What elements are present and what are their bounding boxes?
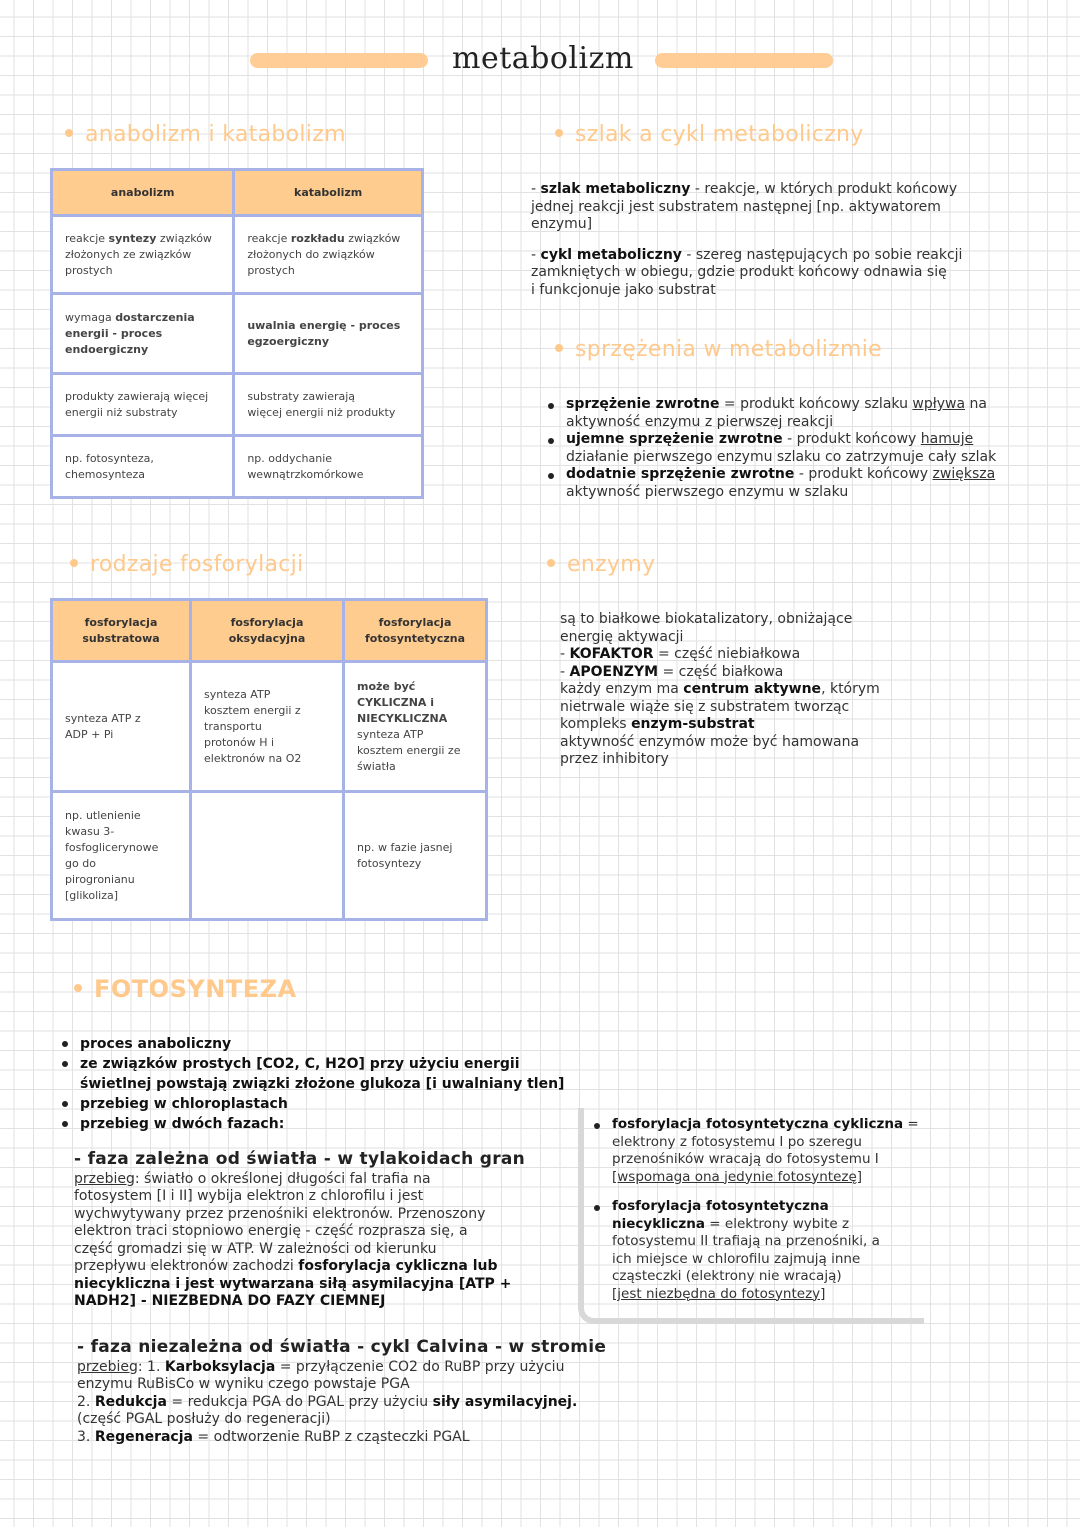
table-header: katabolizm: [234, 170, 423, 216]
table-cell: uwalnia energię - proces egzoergiczny: [234, 294, 423, 374]
list-item: proces anaboliczny: [60, 1034, 564, 1054]
list-item: fosforylacja fotosyntetyczna niecykliczna = elektrony wybite z fotosystemu II trafiają na przenośniki, a ich miejsce w chlorofilu zajmują inne cząsteczki (elektrony nie wracają) [jest niezbędna do fotosyntezy]: [592, 1198, 919, 1303]
list-item: fosforylacja fotosyntetyczna cykliczna = elektrony z fotosystemu I po szeregu przenośników wracają do fotosystemu I [wspomaga ona jedynie fotosyntezę]: [592, 1116, 919, 1186]
fosforylacja-sidebox: [592, 1116, 919, 1303]
table-row: [52, 374, 423, 436]
heading-anabolizm-text: anabolizm i katabolizm: [85, 122, 346, 147]
list-item: ze związków prostych [CO2, C, H2O] przy użyciu energii świetlnej powstają związki złożone glukoza [i uwalniany tlen]: [60, 1054, 564, 1094]
heading-fotosynteza: [74, 975, 297, 1003]
table-header: fosforylacja oksydacyjna: [191, 600, 344, 662]
table-header: fosforylacja substratowa: [52, 600, 191, 662]
heading-sprzezenia-text: sprzężenia w metabolizmie: [575, 337, 883, 362]
heading-enzymy: [547, 552, 655, 577]
bullet-dot-icon: [547, 559, 555, 567]
bullet-dot-icon: [74, 984, 82, 992]
table-cell: synteza ATP z ADP + Pi: [52, 662, 191, 792]
table-header: fosforylacja fotosyntetyczna: [344, 600, 487, 662]
table-header: anabolizm: [52, 170, 234, 216]
table-cell: np. w fazie jasnej fotosyntezy: [344, 792, 487, 920]
list-item: dodatnie sprzężenie zwrotne - produkt końcowy zwiększa aktywność pierwszego enzymu w szlaku: [546, 466, 996, 501]
table-cell: np. oddychanie wewnątrzkomórkowe: [234, 436, 423, 498]
heading-fosforylacja-text: rodzaje fosforylacji: [90, 552, 304, 577]
bullet-dot-icon: [555, 344, 563, 352]
table-cell: może być CYKLICZNA i NIECYKLICZNA synteza ATP kosztem energii ze światła: [344, 662, 487, 792]
page-title: metabolizm: [452, 41, 634, 76]
list-item: przebieg w chloroplastach: [60, 1094, 564, 1114]
table-cell: np. fotosynteza, chemosynteza: [52, 436, 234, 498]
table-cell: substraty zawierają więcej energii niż produkty: [234, 374, 423, 436]
heading-fotosynteza-text: FOTOSYNTEZA: [94, 975, 297, 1003]
heading-anabolizm: [65, 122, 346, 147]
list-item: sprzężenie zwrotne = produkt końcowy szlaku wpływa na aktywność enzymu z pierwszej reakcji: [546, 396, 996, 431]
table-row: [52, 436, 423, 498]
faza-jasna: - faza zależna od światła - w tylakoidach gran przebieg: światło o określonej długości fal trafia na fotosystem [I i II] wybija elektron z chlorofilu i jest wychwytywany przez przenośniki elektronów. Przenoszony elektron traci stopniowo energię - część rozprasza się, a część gromadzi się w ATP. W zależności od kierunku przepływu elektronów zachodzi fosforylacja cykliczna lub niecykliczna i jest wytwarzana siłą asymilacyjna [ATP + NADH2] - NIEZBEDNA DO FAZY CIEMNEJ: [74, 1149, 526, 1309]
fotosynteza-bullets: [60, 1034, 564, 1134]
list-item: przebieg w dwóch fazach:: [60, 1114, 564, 1134]
heading-sprzezenia: [555, 337, 882, 362]
table-row: [52, 294, 423, 374]
sprzezenia-list: [546, 396, 996, 501]
table-fosforylacja: [50, 598, 488, 921]
table-cell: synteza ATP kosztem energii z transportu protonów H i elektronów na O2: [191, 662, 344, 792]
szlak-text: - szlak metaboliczny - reakcje, w których produkt końcowy jednej reakcji jest substratem następnej [np. aktywatorem enzymu] - cykl metaboliczny - szereg następujących po sobie reakcji zamkniętych w obiegu, gdzie produkt końcowy odnawia się i funkcjonuje jako substrat: [531, 181, 963, 298]
table-anabolizm-katabolizm: [50, 168, 424, 499]
heading-szlak: [555, 122, 864, 147]
table-cell: [191, 792, 344, 920]
table-cell: reakcje syntezy związków złożonych ze związków prostych: [52, 216, 234, 294]
bullet-dot-icon: [65, 129, 73, 137]
faza-ciemna: - faza niezależna od światła - cykl Calvina - w stromie przebieg: 1. Karboksylacja = przyłączenie CO2 do RuBP przy użyciu enzymu RuBisCo w wyniku czego powstaje PGA 2. Redukcja = redukcja PGA do PGAL przy użyciu siły asymilacyjnej. (część PGAL posłuży do regeneracji) 3. Regeneracja = odtworzenie RuBP z cząsteczki PGAL: [77, 1337, 607, 1445]
heading-fosforylacja: [70, 552, 304, 577]
title-highlight-left: [250, 53, 428, 68]
table-cell: produkty zawierają więcej energii niż substraty: [52, 374, 234, 436]
heading-szlak-text: szlak a cykl metaboliczny: [575, 122, 864, 147]
table-row: [52, 662, 487, 792]
bullet-dot-icon: [555, 129, 563, 137]
table-row: [52, 792, 487, 920]
enzymy-text: są to białkowe biokatalizatory, obniżające energię aktywacji - KOFAKTOR = część niebiałkowa - APOENZYM = część białkowa każdy enzym ma centrum aktywne, którym nietrwale wiąże się z substratem tworząc kompleks enzym-substrat aktywność enzymów może być hamowana przez inhibitory: [560, 611, 880, 767]
table-cell: np. utlenienie kwasu 3- fosfoglicerynowe go do pirogronianu [glikoliza]: [52, 792, 191, 920]
heading-enzymy-text: enzymy: [567, 552, 656, 577]
table-row: [52, 216, 423, 294]
title-highlight-right: [655, 53, 833, 68]
list-item: ujemne sprzężenie zwrotne - produkt końcowy hamuje działanie pierwszego enzymu szlaku co zatrzymuje cały szlak: [546, 431, 996, 466]
bullet-dot-icon: [70, 559, 78, 567]
table-cell: reakcje rozkładu związków złożonych do związków prostych: [234, 216, 423, 294]
table-cell: wymaga dostarczenia energii - proces endoergiczny: [52, 294, 234, 374]
